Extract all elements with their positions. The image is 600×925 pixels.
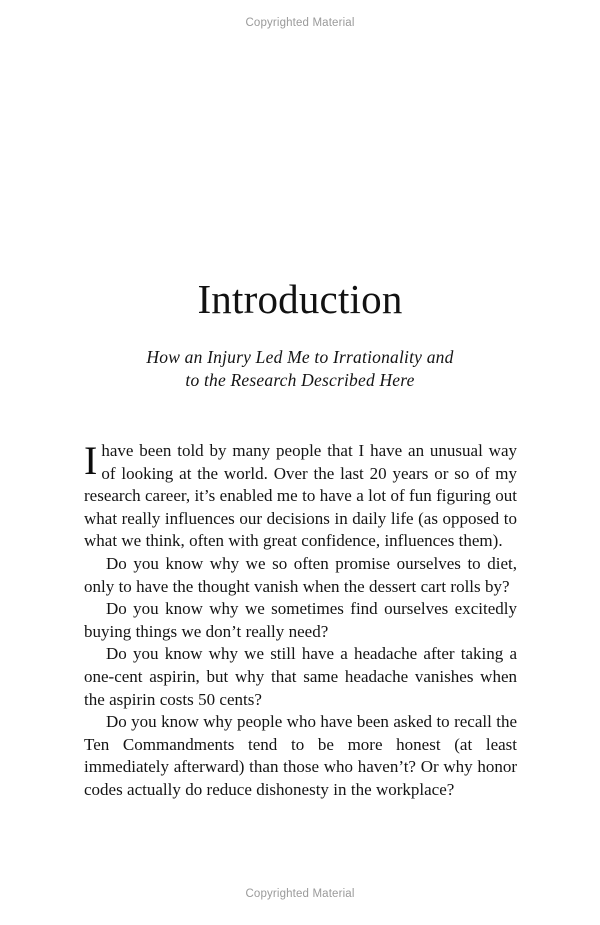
page-title: Introduction [197,276,403,322]
paragraph-2: Do you know why we so often promise ourselves to diet, only to have the thought vanish when the dessert cart rolls by? [84,553,517,596]
paragraph-3: Do you know why we sometimes find ourselves excitedly buying things we don’t really need? [84,599,517,641]
paragraph-4: Do you know why we still have a headache after taking a one-cent aspirin, but why that same headache vanishes when the aspirin costs 50 cents? [84,644,517,709]
paragraph-5: Do you know why people who have been asked to recall the Ten Commandments tend to be more honest (at least immediately afterward) than those who haven’t? Or why honor codes actually do reduce dishonesty in the workplace? [84,712,517,799]
chapter-subtitle-line-2: to the Research Described Here [185,369,415,390]
chapter-subtitle [85,346,515,391]
copyright-watermark-bottom: Copyrighted Material [245,888,355,900]
copyright-watermark-top: Copyrighted Material [245,17,355,29]
drop-cap-letter: I [84,438,98,483]
paragraph-1-text: have been told by many people that I have an unusual way of looking at the world. Over the last 20 years or so of my research career, it’s enabled me to have a lot of fun figuring out what really influences our decisions in daily life (as opposed to what we think, often with great confidence, influences them). [84,441,517,551]
body-text-column [84,440,517,802]
chapter-subtitle-line-1: How an Injury Led Me to Irrationality and [146,347,454,367]
paragraph-1 [84,440,517,553]
